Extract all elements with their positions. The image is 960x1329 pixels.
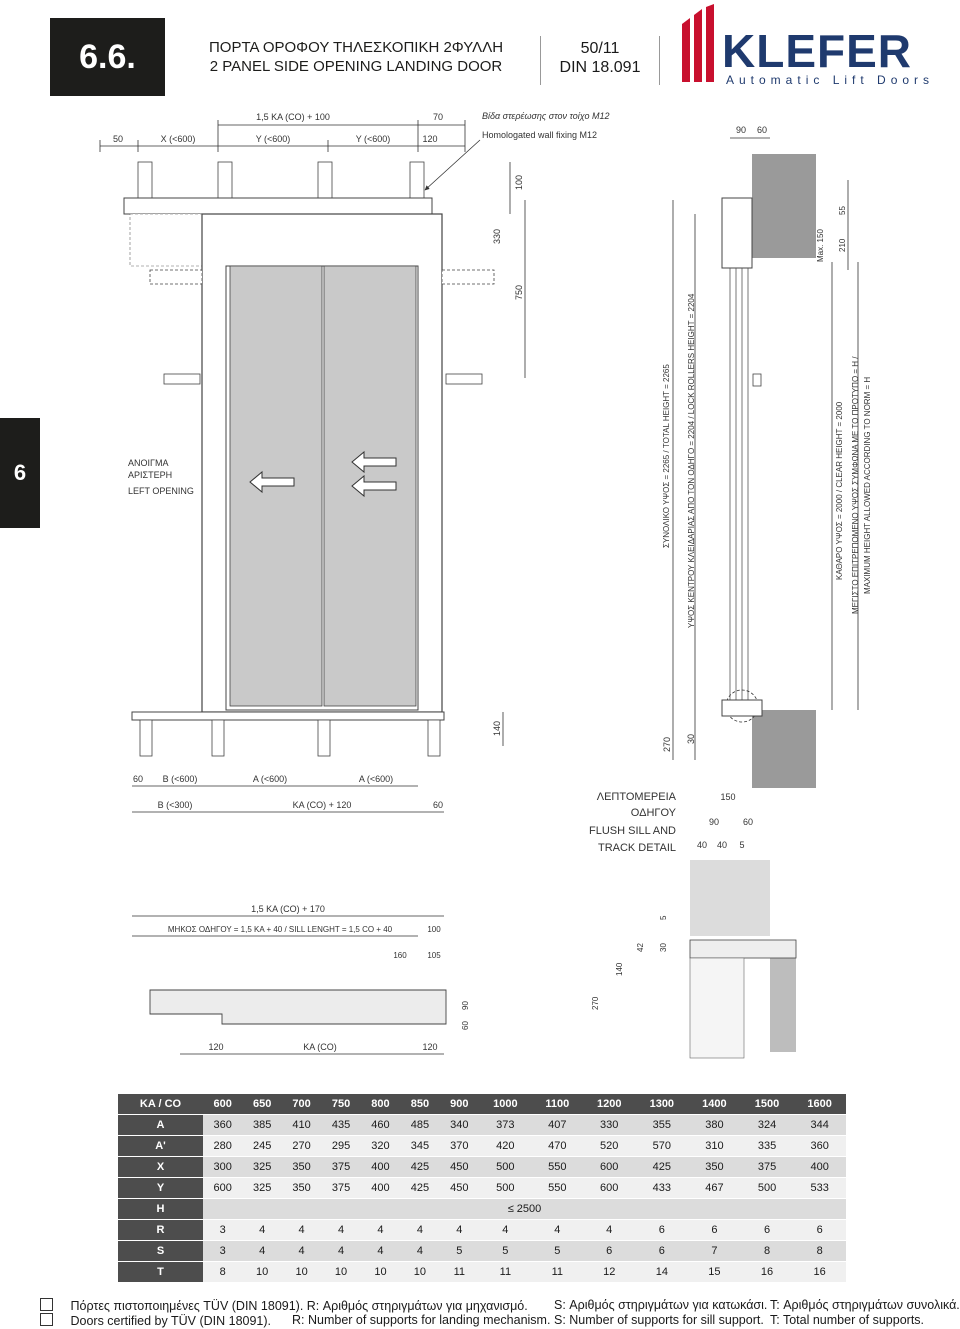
table-cell: 325 (242, 1157, 281, 1178)
table-row (118, 1136, 846, 1157)
table-cell: 6 (583, 1241, 636, 1262)
table-cell: 5 (440, 1241, 479, 1262)
table-cell: 10 (361, 1262, 400, 1283)
table-column-header: 850 (400, 1094, 439, 1115)
detail-90: 90 (708, 817, 720, 827)
checkbox-icon (40, 1313, 53, 1326)
table-cell: 600 (583, 1178, 636, 1199)
table-cell: 335 (741, 1136, 794, 1157)
table-cell: 500 (479, 1178, 532, 1199)
table-row-header: S (118, 1241, 203, 1262)
table-cell: 4 (282, 1220, 321, 1241)
table-cell: 460 (361, 1115, 400, 1136)
table-column-header: 1100 (532, 1094, 583, 1115)
sill-30: 30 (659, 943, 668, 952)
sill-dimension-lines (132, 916, 444, 1054)
table-cell: 375 (321, 1178, 360, 1199)
sill-105: 105 (427, 951, 441, 960)
table-cell: 467 (688, 1178, 741, 1199)
footer-greek (40, 1298, 960, 1313)
table-cell: 245 (242, 1136, 281, 1157)
dim-top-1: 1,5 KA (CO) + 100 (256, 112, 330, 122)
table-cell: 6 (793, 1220, 846, 1241)
sill-140: 140 (615, 962, 624, 976)
max-height-label-2: MAXIMUM HEIGHT ALLOWED ACCORDING TO NORM = H (863, 376, 872, 594)
detail-40a: 40 (696, 840, 708, 850)
note-greek: Βίδα στερέωσης στον τοίχο M12 (482, 111, 610, 121)
table-cell: 11 (440, 1262, 479, 1283)
table-cell: 8 (793, 1241, 846, 1262)
opening-greek-1: ΑΝΟΙΓΜΑ (128, 458, 169, 468)
technical-drawing (0, 90, 960, 1090)
table-cell: 375 (741, 1157, 794, 1178)
table-cell: 16 (793, 1262, 846, 1283)
bot-b600: B (<600) (162, 774, 198, 784)
table-row-header: H (118, 1199, 203, 1220)
table-cell: 550 (532, 1157, 583, 1178)
table-cell: 4 (479, 1220, 532, 1241)
table-cell: 310 (688, 1136, 741, 1157)
table-cell: 8 (741, 1241, 794, 1262)
title-greek: ΠΟΡΤΑ ΟΡΟΦΟΥ ΤΗΛΕΣΚΟΠΙΚΗ 2ΦΥΛΛΗ (208, 39, 504, 56)
reference-page: 50/11 (580, 40, 620, 57)
footer-english-c: S: Number of supports for sill support. (554, 1313, 764, 1327)
table-column-header: 1600 (793, 1094, 846, 1115)
table-cell: 355 (636, 1115, 689, 1136)
table-column-header: 1400 (688, 1094, 741, 1115)
table-cell: 4 (361, 1241, 400, 1262)
table-cell: 3 (203, 1220, 242, 1241)
table-cell: 295 (321, 1136, 360, 1157)
footer-english-b: R: Number of supports for landing mechanism. (292, 1313, 551, 1327)
table-cell: 4 (532, 1220, 583, 1241)
table-cell: 14 (636, 1262, 689, 1283)
table-body (118, 1115, 846, 1283)
checkbox-icon (40, 1298, 53, 1311)
table-cell: 340 (440, 1115, 479, 1136)
dim-y1: Y (<600) (255, 134, 291, 144)
table-column-header: 650 (242, 1094, 281, 1115)
sill-160: 160 (393, 951, 407, 960)
table-column-header: 1500 (741, 1094, 794, 1115)
opening-english: LEFT OPENING (128, 486, 194, 496)
footer-greek-b: S: Αριθμός στηριγμάτων για κατωκάσι. (554, 1298, 768, 1312)
bot-a600-2: A (<600) (358, 774, 394, 784)
detail-60: 60 (742, 817, 754, 827)
title-english: 2 PANEL SIDE OPENING LANDING DOOR (209, 58, 503, 75)
table-cell: 410 (282, 1115, 321, 1136)
table-cell: 400 (361, 1178, 400, 1199)
sill-ka: KA (CO) (303, 1042, 337, 1052)
table-cell: 325 (242, 1178, 281, 1199)
table-cell: 4 (242, 1220, 281, 1241)
table-cell: 16 (741, 1262, 794, 1283)
table-cell: 15 (688, 1262, 741, 1283)
brand-tagline: Automatic Lift Doors (726, 73, 935, 87)
sill-90: 90 (461, 1001, 470, 1010)
table-cell: 533 (793, 1178, 846, 1199)
sill-l120: 120 (208, 1042, 224, 1052)
table-cell: 4 (242, 1241, 281, 1262)
table-cell: 500 (479, 1157, 532, 1178)
table-cell: 407 (532, 1115, 583, 1136)
table-column-header: 900 (440, 1094, 479, 1115)
table-row-header: Y (118, 1178, 203, 1199)
table-cell: 360 (793, 1136, 846, 1157)
sill-5: 5 (659, 915, 668, 920)
table-cell: 320 (361, 1136, 400, 1157)
table-row (118, 1199, 846, 1220)
table-column-header: 750 (321, 1094, 360, 1115)
max-height-label-1: ΜΕΓΙΣΤΟ ΕΠΙΤΡΕΠΟΜΕΝΟ ΥΨΟΣ ΣΥΜΦΩΝΑ ΜΕ ΤΟ ΠΡΟΤΥΠΟ = H / (851, 356, 860, 614)
detail-sill-profile (690, 940, 796, 958)
table-cell: 4 (583, 1220, 636, 1241)
table-row (118, 1178, 846, 1199)
bot-a600-1: A (<600) (252, 774, 288, 784)
table-cell: 10 (400, 1262, 439, 1283)
sill-r120: 120 (422, 1042, 438, 1052)
table-cell: 380 (688, 1115, 741, 1136)
table-cell: 4 (400, 1220, 439, 1241)
wall-bottom (752, 710, 816, 788)
table-cell: 4 (321, 1220, 360, 1241)
dim-750: 750 (514, 284, 524, 300)
table-column-header: 1300 (636, 1094, 689, 1115)
table-cell: 570 (636, 1136, 689, 1157)
table-cell: 420 (479, 1136, 532, 1157)
table-header (118, 1094, 846, 1115)
table-cell: 425 (400, 1178, 439, 1199)
top-wall-brackets (138, 162, 424, 198)
section-number: 6.6. (50, 18, 165, 96)
table-cell: 270 (282, 1136, 321, 1157)
table-cell: 6 (636, 1220, 689, 1241)
detail-5: 5 (739, 840, 745, 850)
table-cell: 550 (532, 1178, 583, 1199)
table-cell: 600 (583, 1157, 636, 1178)
lock-rollers-label: ΥΨΟΣ ΚΕΝΤΡΟΥ ΚΛΕΙΔΑΡΙΑΣ ΑΠΟ ΤΟΝ ΟΔΗΓΟ = 2204 / LOCK ROLLERS HEIGHT = 2204 (687, 293, 696, 628)
page-title (196, 38, 516, 76)
detail-greek-1: ΛΕΠΤΟΜΕΡΕΙΑ (596, 791, 676, 803)
table-column-header: 1200 (583, 1094, 636, 1115)
detail-greek-2: ΟΔΗΓΟΥ (630, 807, 676, 819)
table-cell: 4 (361, 1220, 400, 1241)
dim-330: 330 (492, 228, 502, 244)
sill-100: 100 (427, 925, 441, 934)
dim-140: 140 (492, 720, 502, 736)
table-cell: 300 (203, 1157, 242, 1178)
dim-100: 100 (514, 174, 524, 190)
table-cell: 433 (636, 1178, 689, 1199)
table-cell: 450 (440, 1178, 479, 1199)
dim-270: 270 (662, 736, 672, 752)
table-column-header: 700 (282, 1094, 321, 1115)
table-column-header: 800 (361, 1094, 400, 1115)
table-cell: 7 (688, 1241, 741, 1262)
header-mechanism (124, 198, 432, 214)
dim-y2: Y (<600) (355, 134, 391, 144)
table-row-header: R (118, 1220, 203, 1241)
footer-english (40, 1313, 925, 1328)
table-cell: 6 (636, 1241, 689, 1262)
side-55: 55 (838, 206, 847, 215)
klefer-logo-icon (676, 4, 720, 82)
footer-greek-c: T: Αριθμός στηριγμάτων συνολικά. (770, 1298, 960, 1312)
table-cell: 10 (242, 1262, 281, 1283)
table-cell: 375 (321, 1157, 360, 1178)
table-cell: 4 (321, 1241, 360, 1262)
table-cell: 400 (361, 1157, 400, 1178)
table-cell: 425 (636, 1157, 689, 1178)
detail-door-panels (690, 860, 770, 936)
sill-270: 270 (591, 996, 600, 1010)
side-60: 60 (756, 125, 768, 135)
table-row-header: T (118, 1262, 203, 1283)
table-cell: 435 (321, 1115, 360, 1136)
table-cell: 370 (440, 1136, 479, 1157)
detail-40b: 40 (716, 840, 728, 850)
table-cell: 350 (282, 1157, 321, 1178)
table-row (118, 1262, 846, 1283)
table-cell: 400 (793, 1157, 846, 1178)
side-90: 90 (735, 125, 747, 135)
wall-top (752, 154, 816, 258)
opening-greek-2: ΑΡΙΣΤΕΡΗ (128, 470, 173, 480)
table-cell: 500 (741, 1178, 794, 1199)
detail-english-1: FLUSH SILL AND (588, 825, 676, 837)
table-cell: 280 (203, 1136, 242, 1157)
sill-42: 42 (636, 943, 645, 952)
table-cell: 485 (400, 1115, 439, 1136)
table-cell: 470 (532, 1136, 583, 1157)
bot-b300: B (<300) (157, 800, 193, 810)
table-cell: 12 (583, 1262, 636, 1283)
dimension-table (118, 1094, 846, 1282)
footer-english-d: T: Total number of supports. (770, 1313, 925, 1327)
reference-box (540, 36, 660, 85)
dim-top-2: 70 (432, 112, 444, 122)
table-cell: 3 (203, 1241, 242, 1262)
dim-50: 50 (112, 134, 124, 144)
bot-60b: 60 (432, 800, 444, 810)
table-cell: 5 (532, 1241, 583, 1262)
table-cell: 520 (583, 1136, 636, 1157)
table-row (118, 1157, 846, 1178)
sill-length: ΜΗΚΟΣ ΟΔΗΓΟΥ = 1,5 KA + 40 / SILL LENGHT = 1,5 CO + 40 (167, 925, 393, 934)
side-max-150: Max. 150 (816, 229, 825, 262)
table-cell: 10 (282, 1262, 321, 1283)
sill (132, 712, 444, 720)
table-row-header: A' (118, 1136, 203, 1157)
table-row-header: A (118, 1115, 203, 1136)
sill-plan (150, 990, 446, 1024)
bot-60: 60 (132, 774, 144, 784)
table-row (118, 1241, 846, 1262)
table-cell: 350 (282, 1178, 321, 1199)
table-row (118, 1220, 846, 1241)
table-cell: 4 (440, 1220, 479, 1241)
bot-ka120: KA (CO) + 120 (292, 800, 352, 810)
table-column-header: 600 (203, 1094, 242, 1115)
detail-150: 150 (720, 792, 736, 802)
table-cell: 450 (440, 1157, 479, 1178)
table-cell: 5 (479, 1241, 532, 1262)
table-cell: 385 (242, 1115, 281, 1136)
footer-greek-a: Πόρτες πιστοποιημένες TÜV (DIN 18091). R: Αριθμός στηριγμάτων για μηχανισμό. (70, 1299, 528, 1313)
dim-x: X (<600) (160, 134, 196, 144)
side-210: 210 (838, 238, 847, 252)
table-cell: 350 (688, 1157, 741, 1178)
table-cell: 4 (282, 1241, 321, 1262)
table-row-header: X (118, 1157, 203, 1178)
total-height-label: ΣΥΝΟΛΙΚΟ ΥΨΟΣ = 2265 / TOTAL HEIGHT = 2265 (662, 364, 671, 548)
sill-top-dim: 1,5 KA (CO) + 170 (251, 904, 325, 914)
bottom-brackets (140, 720, 440, 756)
table-cell: 330 (583, 1115, 636, 1136)
table-cell: ≤ 2500 (203, 1199, 846, 1220)
table-column-header: 1000 (479, 1094, 532, 1115)
table-cell: 11 (532, 1262, 583, 1283)
detail-english-2: TRACK DETAIL (597, 842, 676, 854)
clear-height-label: ΚΑΘΑΡΟ ΥΨΟΣ = 2000 / CLEAR HEIGHT = 2000 (835, 401, 844, 580)
table-cell: 11 (479, 1262, 532, 1283)
table-cell: 425 (400, 1157, 439, 1178)
table-cell: 324 (741, 1115, 794, 1136)
dim-30: 30 (686, 733, 696, 744)
table-cell: 360 (203, 1115, 242, 1136)
table-cell: 373 (479, 1115, 532, 1136)
table-cell: 600 (203, 1178, 242, 1199)
sill-60: 60 (461, 1021, 470, 1030)
chapter-tab: 6 (0, 418, 40, 528)
table-cell: 344 (793, 1115, 846, 1136)
footer-english-a: Doors certified by TÜV (DIN 18091). (70, 1314, 272, 1328)
table-cell: 345 (400, 1136, 439, 1157)
table-cell: 6 (741, 1220, 794, 1241)
table-cell: 4 (400, 1241, 439, 1262)
table-cell: 8 (203, 1262, 242, 1283)
brand-name: KLEFER (722, 25, 912, 77)
dim-120: 120 (422, 134, 438, 144)
note-english: Homologated wall fixing M12 (482, 130, 598, 140)
table-cell: 10 (321, 1262, 360, 1283)
table-corner-header: KA / CO (118, 1094, 203, 1115)
table-row (118, 1115, 846, 1136)
reference-norm: DIN 18.091 (559, 59, 641, 76)
table-cell: 6 (688, 1220, 741, 1241)
